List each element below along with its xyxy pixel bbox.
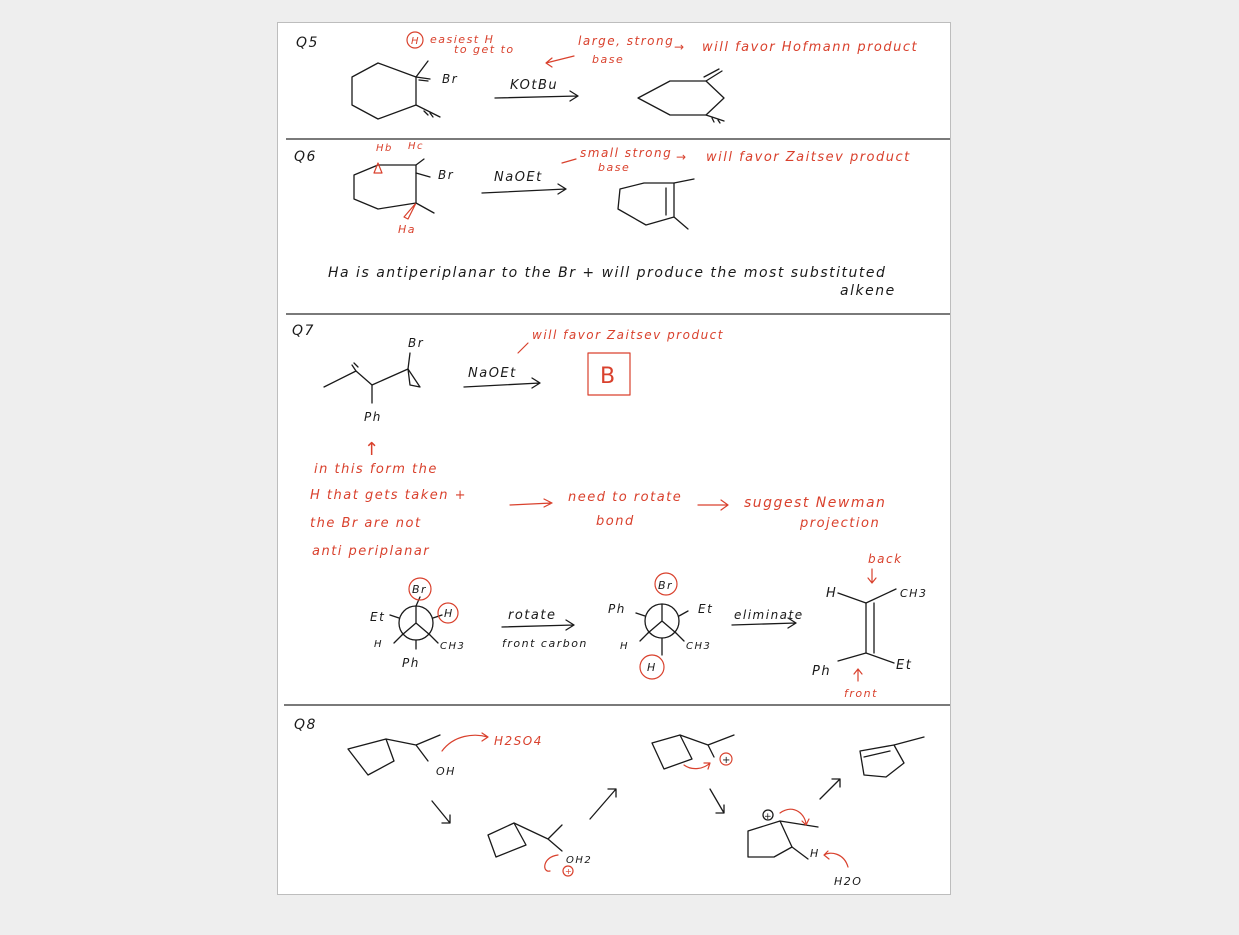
q6-reagent: NaOEt — [494, 170, 543, 185]
svg-text:Ph: Ph — [402, 656, 420, 670]
q5-cyclohexane-ring — [352, 63, 416, 119]
q7-note-form-2: H that gets taken + — [310, 488, 468, 503]
q6-explanation-line2: alkene — [840, 283, 896, 299]
q7-note-form-1: in this form the — [314, 462, 438, 477]
q5-note-hofmann: will favor Hofmann product — [702, 40, 919, 55]
q6-label-hc: Hc — [408, 141, 425, 152]
q5-product-ring — [638, 81, 724, 115]
question-q6 — [294, 141, 911, 299]
question-number-q7: Q7 — [292, 323, 315, 339]
svg-text:Ph: Ph — [608, 602, 626, 616]
q7-answer: B — [600, 364, 616, 389]
svg-text:bond: bond — [596, 514, 635, 529]
svg-text:CH3: CH3 — [440, 641, 466, 652]
q8-reagent: H2SO4 — [494, 734, 543, 748]
svg-text:H: H — [444, 607, 454, 620]
q7-up-arrow: ↑ — [364, 439, 380, 460]
q5-note-base: large, strong — [578, 34, 675, 48]
newman-projection-2 — [608, 573, 713, 679]
newman-projection-1 — [370, 578, 465, 670]
q7-br-label: Br — [408, 336, 425, 350]
svg-text:Et: Et — [698, 602, 714, 616]
handwritten-solutions — [278, 23, 952, 896]
q7-step-rotate: rotate — [508, 608, 557, 623]
svg-text:base: base — [592, 53, 625, 66]
question-q8 — [294, 717, 924, 888]
svg-text:base: base — [598, 161, 631, 174]
svg-text:Et: Et — [896, 658, 913, 673]
q6-explanation-line1: Ha is antiperiplanar to the Br + will produce the most substituted — [328, 265, 887, 281]
svg-text:H: H — [620, 641, 630, 652]
svg-text:→: → — [676, 150, 688, 164]
q8-cyclopentane — [748, 821, 792, 857]
q8-water: H2O — [834, 875, 863, 888]
svg-text:Et: Et — [370, 610, 386, 624]
svg-text:back: back — [868, 552, 903, 566]
svg-text:H: H — [411, 36, 421, 47]
svg-text:→: → — [674, 40, 686, 54]
svg-text:OH2: OH2 — [566, 855, 593, 866]
q7-reagent: NaOEt — [468, 366, 517, 381]
svg-text:H: H — [647, 661, 657, 674]
svg-text:Br: Br — [412, 583, 428, 596]
svg-text:H: H — [374, 639, 384, 650]
svg-text:H: H — [810, 847, 820, 860]
q6-br-label: Br — [438, 168, 455, 182]
q7-note-zaitsev: will favor Zaitsev product — [532, 328, 724, 342]
svg-text:Ph: Ph — [812, 664, 832, 679]
q7-step-eliminate: eliminate — [734, 608, 804, 622]
svg-text:CH3: CH3 — [686, 641, 712, 652]
q7-ph-label: Ph — [364, 410, 382, 424]
svg-text:CH3: CH3 — [900, 587, 928, 600]
question-number-q8: Q8 — [294, 717, 317, 733]
q6-note-base: small strong — [580, 146, 673, 160]
q7-note-form-4: anti periplanar — [312, 544, 431, 559]
q7-substrate — [324, 369, 408, 387]
svg-text:+: + — [565, 867, 574, 876]
svg-text:projection: projection — [800, 516, 881, 531]
q6-label-hb: Hb — [376, 143, 393, 154]
svg-text:Br: Br — [658, 579, 674, 592]
svg-text:H: H — [826, 586, 838, 601]
q5-reagent: KOtBu — [510, 78, 559, 93]
q6-reaction-arrow — [482, 184, 566, 194]
q8-product — [860, 745, 904, 777]
svg-text:front carbon: front carbon — [502, 637, 588, 650]
svg-text:+: + — [764, 812, 774, 822]
q7-note-rotate: need to rotate — [568, 490, 683, 505]
svg-text:to get to: to get to — [454, 43, 515, 56]
svg-text:+: + — [722, 755, 732, 766]
q8-cyclobutane-3 — [652, 735, 692, 769]
q7-alkene-product — [812, 552, 927, 700]
question-number-q5: Q5 — [296, 35, 319, 51]
q7-note-form-3: the Br are not — [310, 516, 422, 531]
question-q5 — [296, 32, 918, 123]
svg-text:front: front — [844, 687, 878, 700]
q6-label-ha: Ha — [398, 223, 417, 236]
svg-text:OH: OH — [436, 765, 456, 778]
worksheet-page — [277, 22, 951, 895]
q8-cyclobutane-2 — [488, 823, 526, 857]
q5-note-easiest: easiest H — [430, 33, 495, 46]
question-q7 — [292, 323, 927, 700]
q7-note-newman: suggest Newman — [744, 495, 887, 511]
q6-cyclohexane-ring — [354, 165, 416, 209]
q8-cyclobutane-1 — [348, 739, 394, 775]
q6-note-zaitsev: will favor Zaitsev product — [706, 150, 911, 165]
question-number-q6: Q6 — [294, 149, 317, 165]
q5-br-label: Br — [442, 72, 459, 86]
